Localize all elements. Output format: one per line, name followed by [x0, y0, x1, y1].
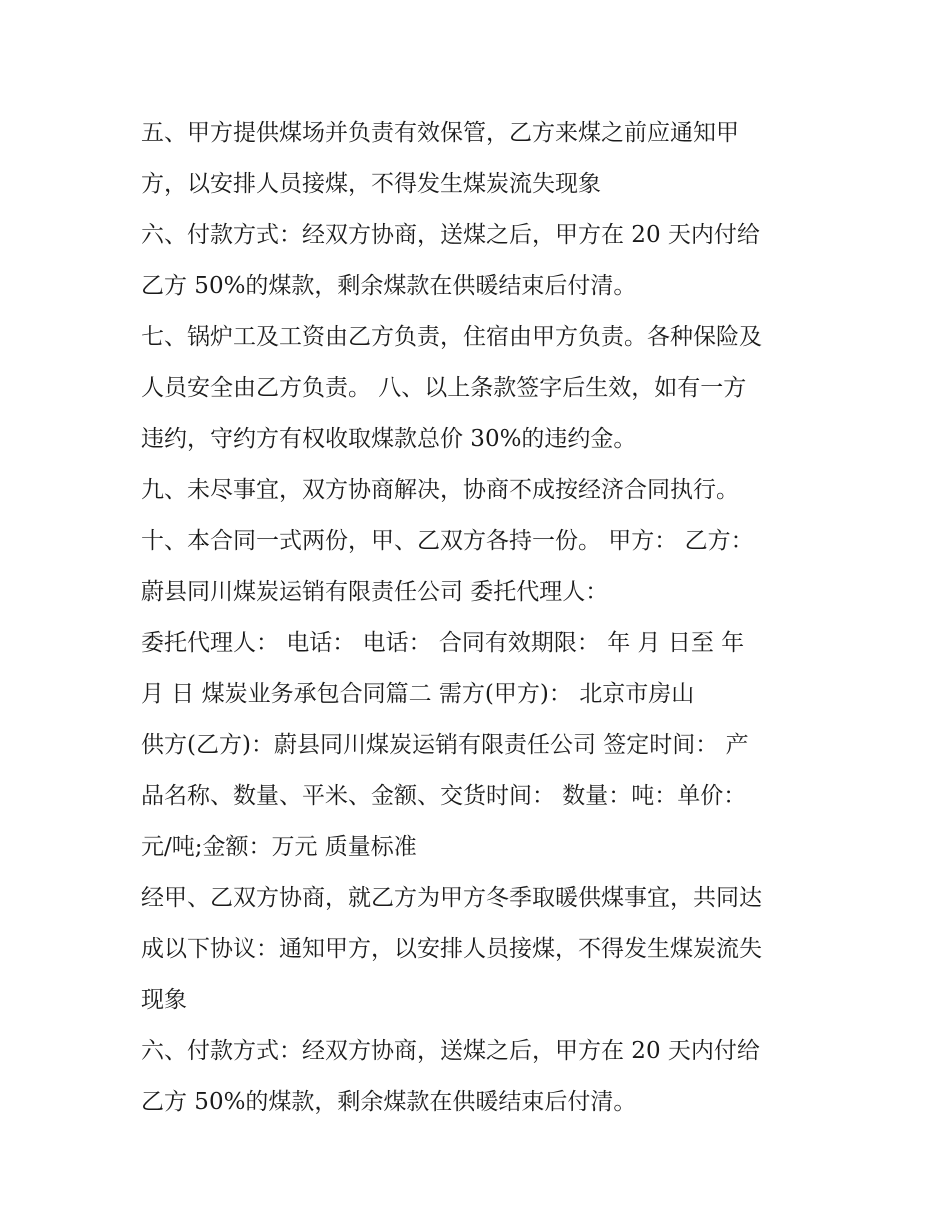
text-line: 元/吨;金额：万元 质量标准: [141, 834, 417, 860]
text-line: 供方(乙方)：蔚县同川煤炭运销有限责任公司 签定时间： 产: [141, 732, 749, 758]
text-line: 违约，守约方有权收取煤款总价 30%的违约金。: [141, 426, 637, 452]
text-line: 七、锅炉工及工资由乙方负责，住宿由甲方负责。各种保险及: [141, 324, 762, 350]
text-line: 成以下协议：通知甲方，以安排人员接煤，不得发生煤炭流失: [141, 936, 762, 962]
text-line: 委托代理人： 电话： 电话： 合同有效期限： 年 月 日至 年: [141, 630, 745, 656]
text-line: 乙方 50%的煤款，剩余煤款在供暖结束后付清。: [141, 1089, 637, 1115]
text-line: 现象: [141, 987, 187, 1013]
text-line: 月 日 煤炭业务承包合同篇二 需方(甲方)： 北京市房山: [141, 681, 695, 707]
document-body: [141, 108, 821, 1128]
text-line: 六、付款方式：经双方协商，送煤之后，甲方在 20 天内付给: [141, 222, 760, 248]
text-line: 品名称、数量、平米、金额、交货时间： 数量：吨：单价：: [141, 783, 747, 809]
text-line: 方，以安排人员接煤，不得发生煤炭流失现象: [141, 171, 601, 197]
text-line: 六、付款方式：经双方协商，送煤之后，甲方在 20 天内付给: [141, 1038, 760, 1064]
text-line: 十、本合同一式两份，甲、乙双方各持一份。 甲方： 乙方：: [141, 528, 754, 554]
text-line: 九、未尽事宜，双方协商解决，协商不成按经济合同执行。: [141, 477, 739, 503]
text-line: 经甲、乙双方协商，就乙方为甲方冬季取暖供煤事宜，共同达: [141, 885, 762, 911]
text-line: 人员安全由乙方负责。 八、以上条款签字后生效，如有一方: [141, 375, 747, 401]
text-line: 乙方 50%的煤款，剩余煤款在供暖结束后付清。: [141, 273, 637, 299]
text-line: 蔚县同川煤炭运销有限责任公司 委托代理人：: [141, 579, 609, 605]
text-line: 五、甲方提供煤场并负责有效保管，乙方来煤之前应通知甲: [141, 120, 739, 146]
